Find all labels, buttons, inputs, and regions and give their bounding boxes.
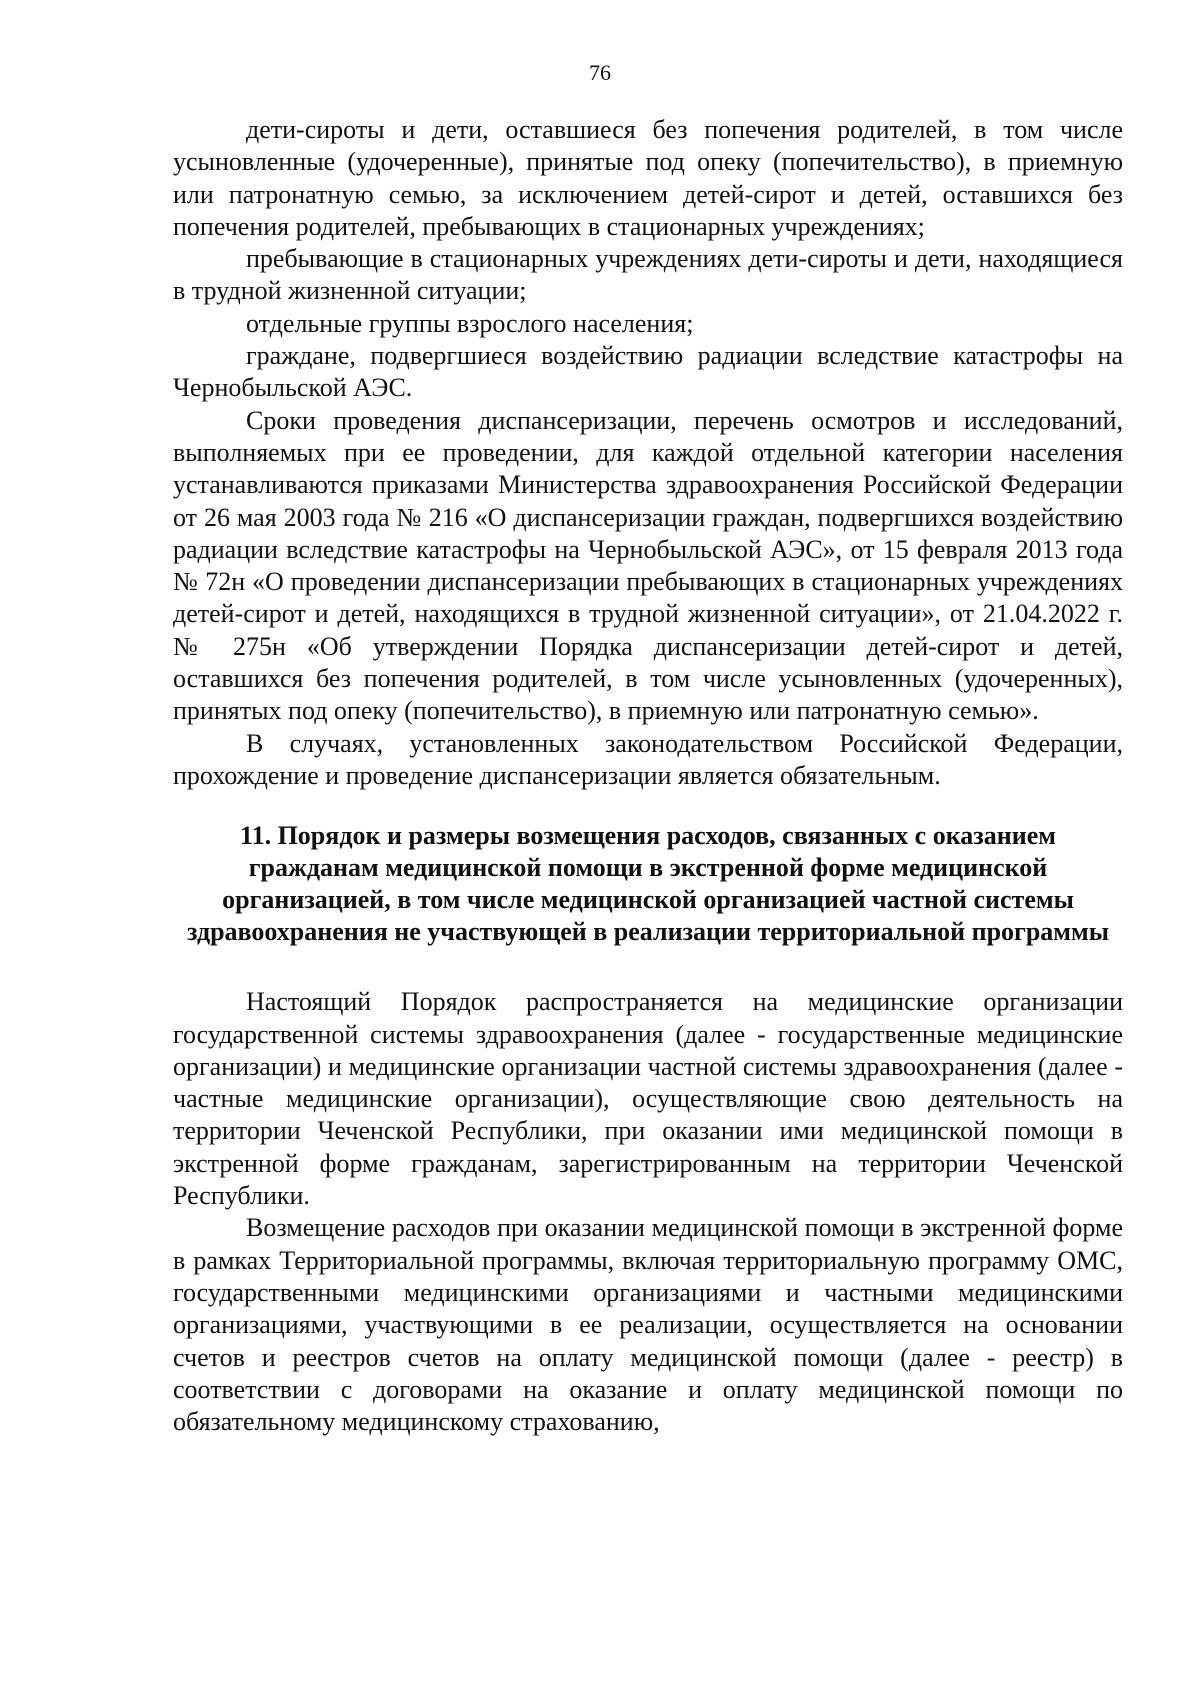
- section-heading: 11. Порядок и размеры возмещения расходов, связанных с оказанием гражданам медицинской помощи в экстренной форме медицинской организацией, в том числе медицинской организацией частной системы здравоохранения не участвующей в реализации территориальной программы: [186, 821, 1110, 947]
- paragraph: пребывающие в стационарных учреждениях дети-сироты и дети, находящиеся в трудной жизненной ситуации;: [173, 244, 1123, 306]
- page-number: 76: [589, 60, 611, 85]
- paragraph: отдельные группы взрослого населения;: [246, 308, 694, 338]
- paragraph: дети-сироты и дети, оставшиеся без попечения родителей, в том числе усыновленные (удочеренные), принятые под опеку (попечительство), в приемную или патронатную семью, за исключением детей-сирот и детей, оставшихся без попечения родителей, пребывающих в стационарных учреждениях;: [173, 115, 1123, 241]
- document-body: [173, 114, 1123, 1438]
- paragraph: В случаях, установленных законодательством Российской Федерации, прохождение и проведение диспансеризации является обязательным.: [173, 728, 1123, 790]
- paragraph: Настоящий Порядок распространяется на медицинские организации государственной системы здравоохранения (далее - государственные медицинские организации) и медицинские организации частной системы здравоохранения (далее - частные медицинские организации), осуществляющие свою деятельность на территории Чеченской Республики, при оказании ими медицинской помощи в экстренной форме гражданам, зарегистрированным на территории Чеченской Республики.: [173, 987, 1123, 1211]
- paragraph: Сроки проведения диспансеризации, перечень осмотров и исследований, выполняемых при ее проведении, для каждой отдельной категории населения устанавливаются приказами Министерства здравоохранения Российской Федерации от 26 мая 2003 года № 216 «О диспансеризации граждан, подвергшихся воздействию радиации вследствие катастрофы на Чернобыльской АЭС», от 15 февраля 2013 года № 72н «О проведении диспансеризации пребывающих в стационарных учреждениях детей-сирот и детей, находящихся в трудной жизненной ситуации», от 21.04.2022 г. № 275н «Об утверждении Порядка диспансеризации детей-сирот и детей, оставшихся без попечения родителей, в том числе усыновленных (удочеренных), принятых под опеку (попечительство), в приемную или патронатную семью».: [173, 405, 1123, 726]
- paragraph: граждане, подвергшиеся воздействию радиации вследствие катастрофы на Чернобыльской АЭС.: [173, 341, 1123, 403]
- paragraph: Возмещение расходов при оказании медицинской помощи в экстренной форме в рамках Территориальной программы, включая территориальную программу ОМС, государственными медицинскими организациями и частными медицинскими организациями, участвующими в ее реализации, осуществляется на основании счетов и реестров счетов на оплату медицинской помощи (далее - реестр) в соответствии с договорами на оказание и оплату медицинской помощи по обязательному медицинскому страхованию,: [173, 1213, 1123, 1437]
